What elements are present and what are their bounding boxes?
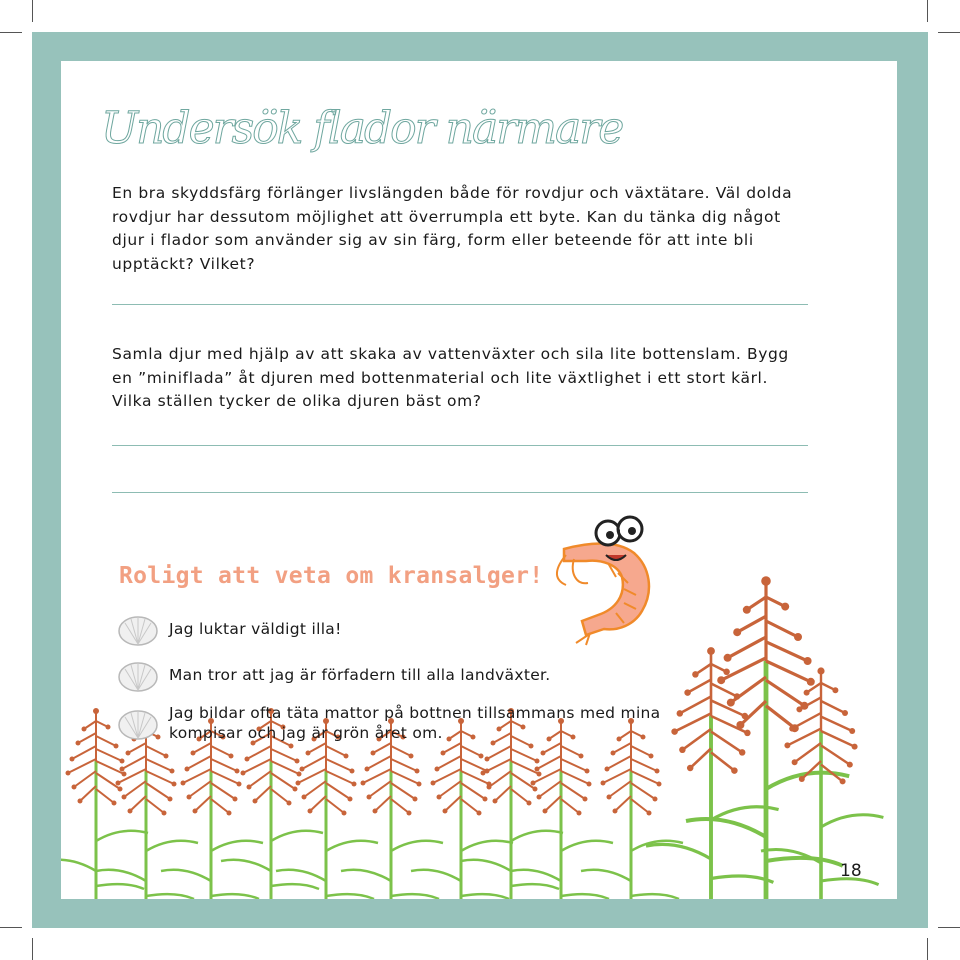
shell-icon — [117, 705, 159, 741]
activity-paragraph: Samla djur med hjälp av att skaka av vattenväxter och sila lite bottenslam. Bygg en ”miniflada” åt djuren med bottenmaterial och lite växtlighet i ett stort kärl. Vilka ställen tycker de olika djuren bäst om? — [112, 345, 789, 410]
fact-item — [117, 657, 551, 693]
reeds-illustration — [61, 61, 897, 899]
fact-text: Man tror att jag är förfadern till alla landväxter. — [169, 666, 551, 684]
crop-mark — [927, 0, 928, 22]
crop-mark — [0, 32, 22, 33]
intro-paragraph: En bra skyddsfärg förlänger livslängden både för rovdjur och växtätare. Väl dolda rovdjur har dessutom möjlighet att överrumpla ett byte. Kan du tänka dig något djur i flador som använder sig av sin färg, form eller beteende för att inte bli upptäckt? Vilket? — [112, 184, 793, 273]
page-title: Undersök flador närmare — [101, 103, 623, 154]
fact-text: Jag bildar ofta täta mattor på bottnen tillsammans med mina kompisar och jag är grön året om. — [169, 704, 661, 742]
shell-icon — [117, 611, 159, 647]
page-content — [61, 61, 897, 899]
shrimp-icon — [546, 511, 686, 646]
crop-mark — [938, 927, 960, 928]
fact-text: Jag luktar väldigt illa! — [169, 620, 342, 638]
page-number: 18 — [840, 861, 862, 881]
crop-mark — [32, 0, 33, 22]
fact-item — [117, 611, 342, 647]
crop-mark — [32, 938, 33, 960]
fun-facts-heading: Roligt att veta om kransalger! — [119, 563, 544, 589]
crop-mark — [0, 927, 22, 928]
crop-mark — [927, 938, 928, 960]
crop-mark — [938, 32, 960, 33]
fact-item — [117, 703, 717, 743]
shell-icon — [117, 657, 159, 693]
